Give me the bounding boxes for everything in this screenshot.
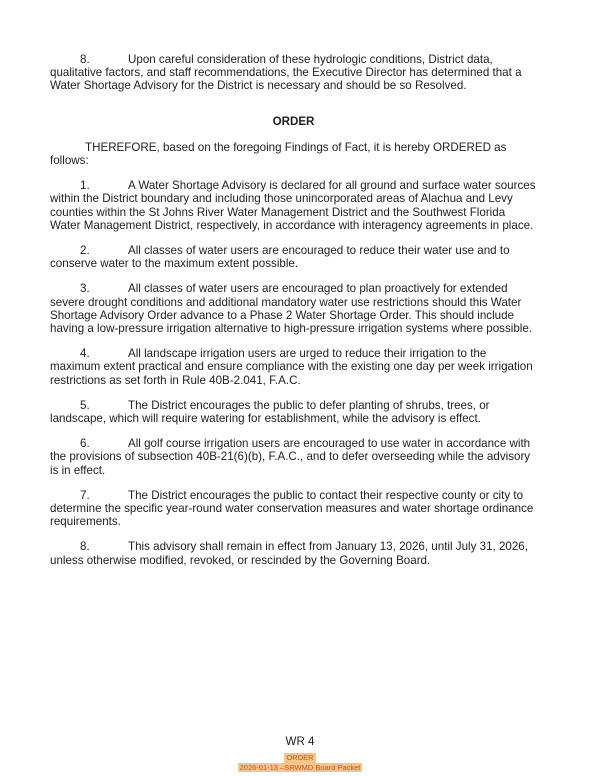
paragraph-number: 5. xyxy=(80,398,90,412)
finding-paragraph-8 xyxy=(50,53,537,93)
paragraph-text: All golf course irrigation users are encouraged to use water in accordance with the provisions of subsection 40B-21(6)(b), F.A.C., and to defer overseeding while the advisory is in effect. xyxy=(50,437,531,477)
paragraph-number: 4. xyxy=(80,347,90,361)
order-item-8 xyxy=(50,540,537,566)
order-item-6 xyxy=(50,437,537,477)
paragraph-text: All classes of water users are encouraged to reduce their water use and to conserve water to the maximum extent possible. xyxy=(50,244,510,271)
paragraph-number: 1. xyxy=(80,179,90,193)
document-body xyxy=(50,53,537,579)
order-item-3 xyxy=(50,282,537,335)
packet-stamp-order-line: ORDER xyxy=(286,753,314,762)
therefore-line: THEREFORE, based on the foregoing Findings of Fact, it is hereby ORDERED as follows: xyxy=(50,140,507,168)
order-heading: ORDER xyxy=(272,114,315,128)
order-item-7 xyxy=(50,489,537,529)
paragraph-number: 8. xyxy=(80,53,90,66)
paragraph-text: The District encourages the public to contact their respective county or city to determine the specific year-round water conservation measures and water shortage ordinance requirements. xyxy=(50,488,534,529)
paragraph-number: 8. xyxy=(80,540,90,554)
page-footer xyxy=(0,735,600,748)
paragraph-text: This advisory shall remain in effect from January 13, 2026, until July 31, 2026, unless otherwise modified, revoked, or rescinded by the Governing Board. xyxy=(50,540,528,567)
board-packet-stamp xyxy=(0,753,600,772)
paragraph-text: The District encourages the public to defer planting of shrubs, trees, or landscape, which will require watering for establishment, while the advisory is effect. xyxy=(50,398,490,426)
order-item-1 xyxy=(50,179,537,232)
paragraph-text: Upon careful consideration of these hydrologic conditions, District data, qualitative factors, and staff recommendations, the Executive Director has determined that a Water Shortage Advisory for the District is necessary and should be so Resolved. xyxy=(50,53,522,93)
paragraph-number: 2. xyxy=(80,244,90,258)
order-item-2 xyxy=(50,244,537,270)
paragraph-text: A Water Shortage Advisory is declared for all ground and surface water sources within the District boundary and including those unincorporated areas of Alachua and Levy counties within the St Johns River Water Management District and the Southwest Florida Water Management District, respectively, in accordance with interagency agreements in place. xyxy=(50,179,536,232)
packet-stamp-date-line: 2026-01-13 –SRWMD Board Packet xyxy=(239,762,361,772)
paragraph-text: All classes of water users are encouraged to plan proactively for extended severe drought conditions and additional mandatory water use restrictions should this Water Shortage Advisory Order advance to a Phase 2 Water Shortage Order. This should include having a low-pressure irrigation alternative to high-pressure irrigation systems where possible. xyxy=(50,282,533,336)
paragraph-number: 7. xyxy=(80,488,90,502)
page-number-label: WR 4 xyxy=(285,735,315,748)
order-item-4 xyxy=(50,347,537,387)
paragraph-number: 3. xyxy=(80,282,90,296)
order-item-5 xyxy=(50,399,537,425)
paragraph-text: All landscape irrigation users are urged to reduce their irrigation to the maximum extent practical and ensure compliance with the existing one day per week irrigation restrictions as set forth in Rule 40B-2.041, F.A.C. xyxy=(50,347,533,387)
paragraph-number: 6. xyxy=(80,437,90,451)
